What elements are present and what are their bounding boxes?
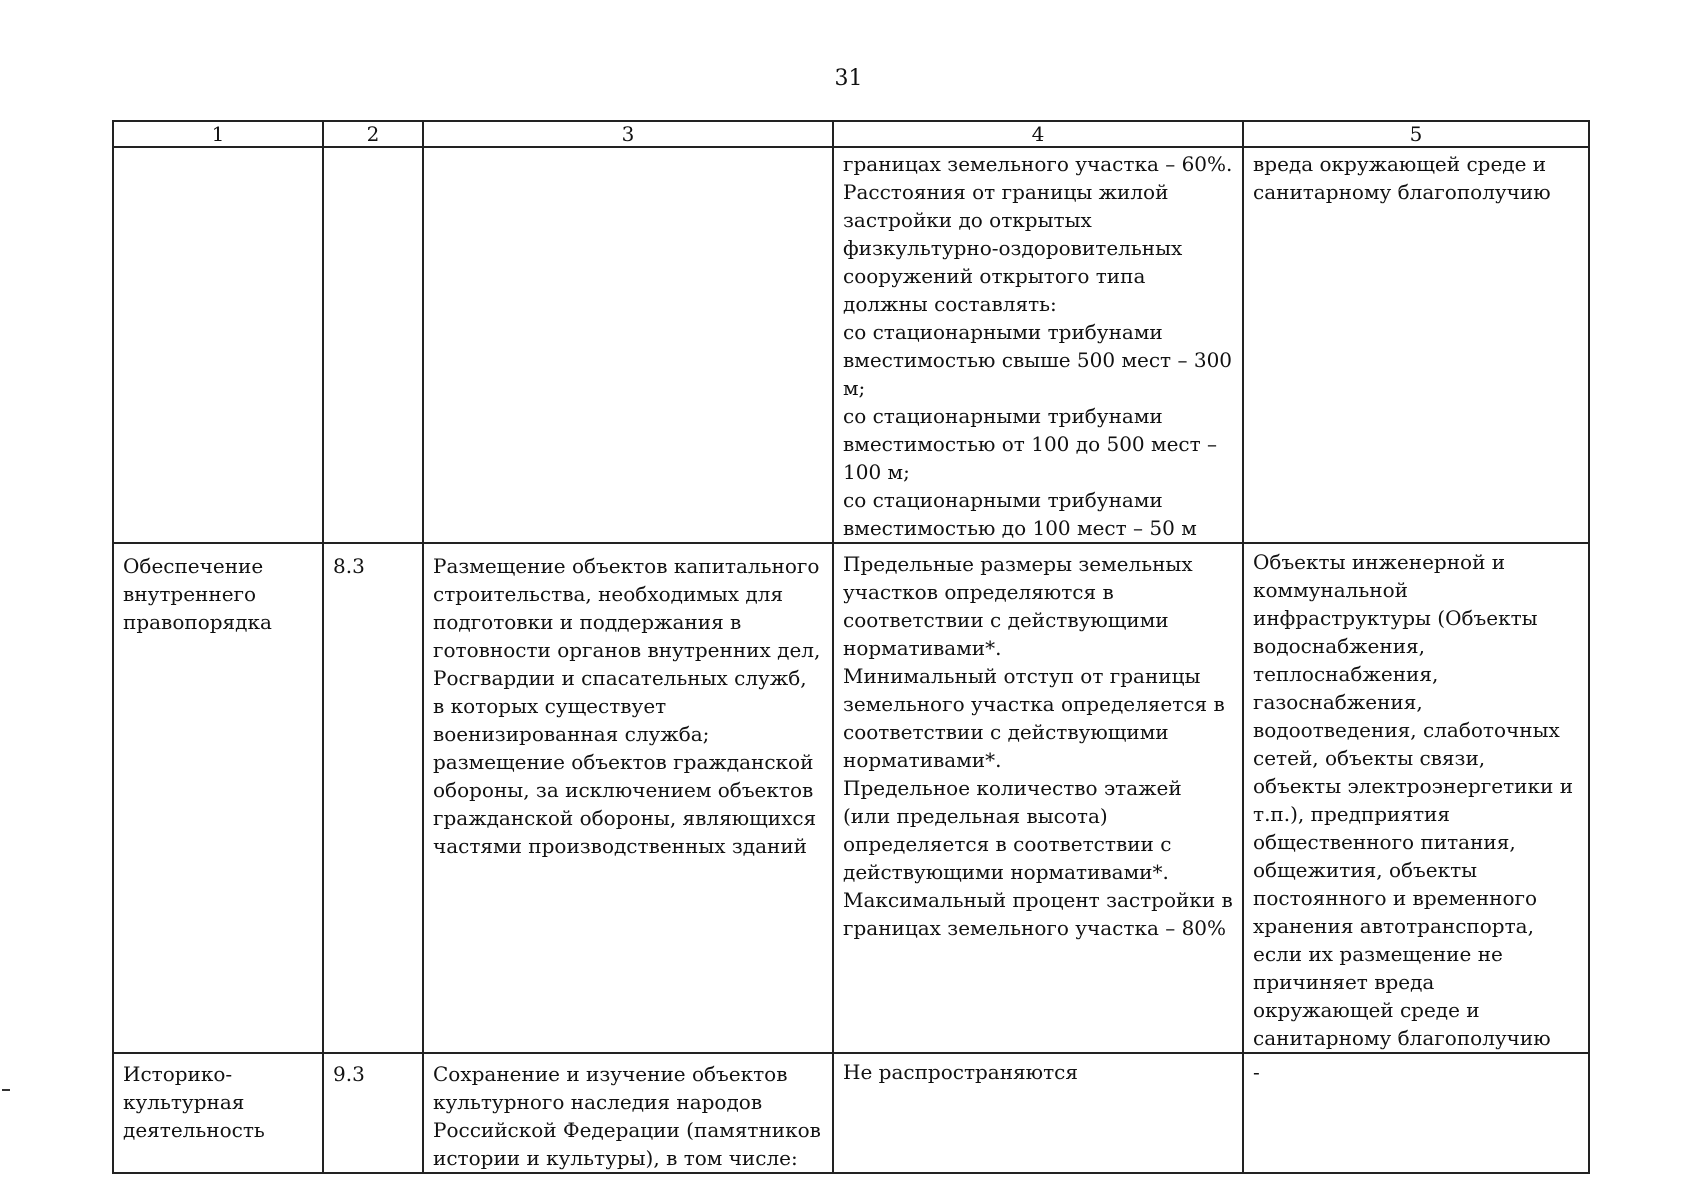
header-col-1: 1 bbox=[113, 121, 323, 147]
cell-description bbox=[423, 543, 833, 1053]
table-row bbox=[113, 543, 1589, 1053]
parameter-text: Предельные размеры земельных участков определяются в соответствии с действующими нормативами*. bbox=[843, 552, 1193, 660]
parameter-text: со стационарными трибунами вместимостью свыше 500 мест – 300 м; bbox=[843, 320, 1233, 400]
cell-parameters bbox=[833, 1053, 1243, 1173]
page-number: 31 bbox=[834, 66, 863, 91]
parameter-text: Не распространяются bbox=[843, 1060, 1078, 1084]
cell-auxiliary-uses: - bbox=[1243, 1053, 1589, 1173]
cell-code: 9.3 bbox=[323, 1053, 423, 1173]
description-text: Сохранение и изучение объектов культурного наследия народов Российской Федерации (памятников истории и культуры), в том числе: bbox=[433, 1062, 821, 1170]
header-col-5: 5 bbox=[1243, 121, 1589, 147]
description-text: размещение объектов гражданской обороны, за исключением объектов гражданской обороны, являющихся частями производственных зданий bbox=[433, 750, 817, 858]
scan-margin-mark bbox=[2, 1089, 10, 1091]
parameter-text: со стационарными трибунами вместимостью от 100 до 500 мест – 100 м; bbox=[843, 404, 1218, 484]
cell-auxiliary-uses: Объекты инженерной и коммунальной инфраструктуры (Объекты водоснабжения, теплоснабжения, газоснабжения, водоотведения, слаботочных сетей, объекты связи, объекты электроэнергетики и т.п.), предприятия общественного питания, общежития, объекты постоянного и временного хранения автотранспорта, если их размещение не причиняет вреда окружающей среде и санитарному благополучию bbox=[1243, 543, 1589, 1053]
cell-auxiliary-uses: вреда окружающей среде и санитарному благополучию bbox=[1243, 147, 1589, 543]
zoning-table bbox=[112, 120, 1590, 1174]
parameter-text: Минимальный отступ от границы земельного участка определяется в соответствии с действующими нормативами*. bbox=[843, 664, 1225, 772]
cell-parameters bbox=[833, 147, 1243, 543]
parameter-text: Максимальный процент застройки в границах земельного участка – 80% bbox=[843, 888, 1233, 940]
table-row bbox=[113, 1053, 1589, 1173]
header-col-3: 3 bbox=[423, 121, 833, 147]
cell-land-use-name: Обеспечение внутреннего правопорядка bbox=[113, 543, 323, 1053]
header-col-2: 2 bbox=[323, 121, 423, 147]
parameter-text: Расстояния от границы жилой застройки до открытых физкультурно-оздоровительных сооружений открытого типа должны составлять: bbox=[843, 180, 1183, 316]
cell-land-use-name: Историко-культурная деятельность bbox=[113, 1053, 323, 1173]
parameter-text: Предельное количество этажей (или предельная высота) определяется в соответствии с действующими нормативами*. bbox=[843, 776, 1182, 884]
description-text: Размещение объектов капитального строительства, необходимых для подготовки и поддержания в готовности органов внутренних дел, Росгвардии и спасательных служб, в которых существует военизированная служба; bbox=[433, 554, 821, 746]
cell-code bbox=[323, 147, 423, 543]
parameter-text: со стационарными трибунами вместимостью до 100 мест – 50 м bbox=[843, 488, 1197, 540]
table-row bbox=[113, 147, 1589, 543]
cell-description bbox=[423, 1053, 833, 1173]
cell-parameters bbox=[833, 543, 1243, 1053]
cell-code: 8.3 bbox=[323, 543, 423, 1053]
parameter-text: границах земельного участка – 60%. bbox=[843, 152, 1233, 176]
header-col-4: 4 bbox=[833, 121, 1243, 147]
table-header-row bbox=[113, 121, 1589, 147]
cell-description bbox=[423, 147, 833, 543]
cell-land-use-name bbox=[113, 147, 323, 543]
